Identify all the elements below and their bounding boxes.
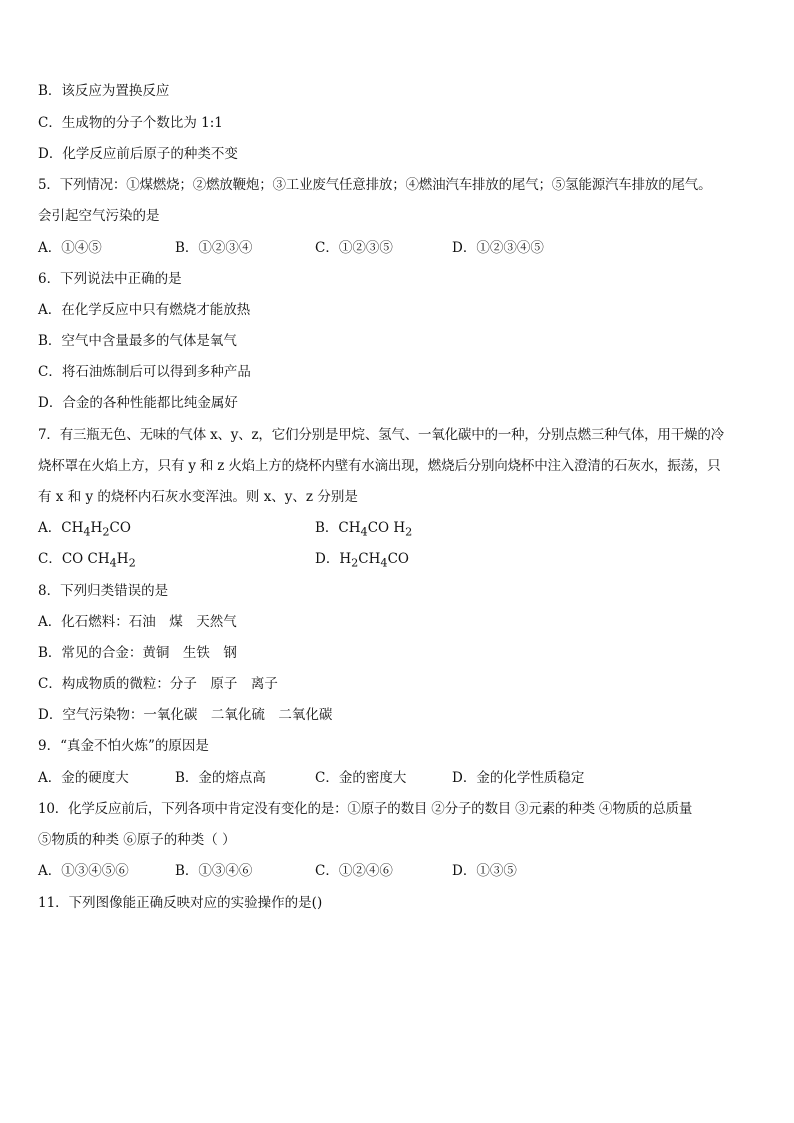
q8-option-b: B．常见的合金：黄铜 生铁 钢 bbox=[38, 645, 237, 661]
q7-stem-line3: 有 x 和 y 的烧杯内石灰水变浑浊。则 x、y、z 分别是 bbox=[38, 489, 358, 505]
q8-option-d: D．空气污染物：一氧化碳 二氧化硫 二氧化碳 bbox=[38, 707, 333, 723]
q8-option-c: C．构成物质的微粒：分子 原子 离子 bbox=[38, 676, 278, 692]
q11-stem: 11．下列图像能正确反映对应的实验操作的是() bbox=[38, 895, 323, 911]
q10-option-d: D．①③⑤ bbox=[452, 863, 517, 879]
q10-stem-line2: ⑤物质的种类 ⑥原子的种类（ ） bbox=[38, 832, 236, 848]
q4-option-b: B．该反应为置换反应 bbox=[38, 83, 170, 99]
q7-option-c: C．CO $CH_4H_2$ bbox=[38, 551, 136, 570]
q7-option-a: A．$CH_4H_2CO$ bbox=[38, 520, 131, 539]
q5-stem-line2: 会引起空气污染的是 bbox=[38, 208, 160, 224]
q10-option-c: C．①②④⑥ bbox=[315, 863, 393, 879]
q6-stem: 6．下列说法中正确的是 bbox=[38, 271, 182, 287]
q9-option-c: C．金的密度大 bbox=[315, 770, 407, 786]
q5-option-d: D．①②③④⑤ bbox=[452, 240, 544, 256]
q4-option-c: C．生成物的分子个数比为 1:1 bbox=[38, 115, 223, 131]
q7-option-b: B．$CH_4CO$ $H_2$ bbox=[315, 520, 413, 539]
q8-option-a: A．化石燃料：石油 煤 天然气 bbox=[38, 614, 237, 630]
q6-option-c: C．将石油炼制后可以得到多种产品 bbox=[38, 364, 251, 380]
q5-option-b: B．①②③④ bbox=[175, 240, 253, 256]
q5-option-a: A．①④⑤ bbox=[38, 240, 102, 256]
q7-stem-line1: 7．有三瓶无色、无味的气体 x、y、z，它们分别是甲烷、氢气、一氧化碳中的一种，分别点燃三种气体，用干燥的冷 bbox=[38, 427, 724, 443]
q6-option-a: A．在化学反应中只有燃烧才能放热 bbox=[38, 302, 251, 318]
q6-option-d: D．合金的各种性能都比纯金属好 bbox=[38, 395, 238, 411]
q8-stem: 8．下列归类错误的是 bbox=[38, 583, 169, 599]
q4-option-d: D．化学反应前后原子的种类不变 bbox=[38, 146, 238, 162]
q10-option-b: B．①③④⑥ bbox=[175, 863, 253, 879]
q10-option-a: A．①③④⑤⑥ bbox=[38, 863, 129, 879]
q5-option-c: C．①②③⑤ bbox=[315, 240, 393, 256]
q6-option-b: B．空气中含量最多的气体是氧气 bbox=[38, 333, 237, 349]
q7-option-d: D．$H_2CH_4CO$ bbox=[315, 551, 409, 570]
q9-stem: 9．“真金不怕火炼”的原因是 bbox=[38, 738, 209, 754]
q10-stem-line1: 10．化学反应前后，下列各项中肯定没有变化的是：①原子的数目 ②分子的数目 ③元素的种类 ④物质的总质量 bbox=[38, 801, 693, 817]
q5-stem-line1: 5．下列情况：①煤燃烧；②燃放鞭炮；③工业废气任意排放；④燃油汽车排放的尾气；⑤氢能源汽车排放的尾气。 bbox=[38, 177, 712, 193]
q9-option-d: D．金的化学性质稳定 bbox=[452, 770, 585, 786]
q9-option-b: B．金的熔点高 bbox=[175, 770, 266, 786]
q7-stem-line2: 烧杯罩在火焰上方，只有 y 和 z 火焰上方的烧杯内壁有水滴出现，燃烧后分别向烧杯中注入澄清的石灰水，振荡，只 bbox=[38, 458, 721, 474]
q9-option-a: A．金的硬度大 bbox=[38, 770, 129, 786]
